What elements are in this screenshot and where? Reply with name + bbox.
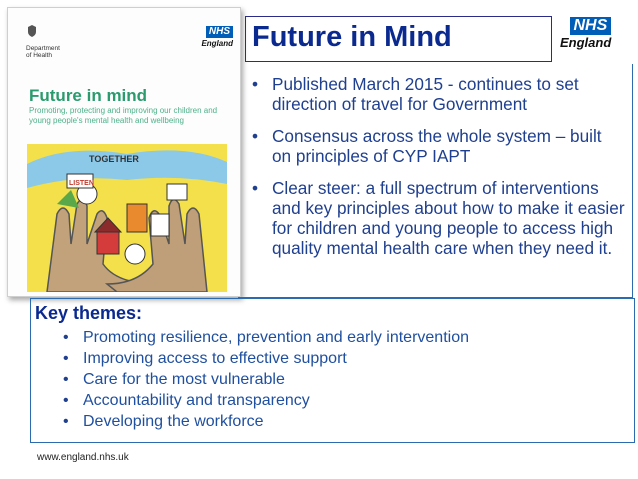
key-themes-heading: Key themes: <box>35 303 143 323</box>
report-cover-image <box>7 7 241 297</box>
summary-bullet: • Clear steer: a full spectrum of interventions and key principles about how to make it easier for children and young people to access high quality mental health care when they need it. <box>250 178 625 258</box>
summary-bullet-list <box>250 74 625 270</box>
department-line-2: of Health <box>26 52 53 59</box>
theme-item: • Accountability and transparency <box>53 390 469 411</box>
cover-nhs-logo <box>201 21 233 48</box>
nhs-sub: England <box>560 35 612 50</box>
summary-bullet: • Consensus across the whole system – built on principles of CYP IAPT <box>250 126 625 166</box>
theme-item: • Promoting resilience, prevention and early intervention <box>53 327 469 348</box>
artwork-word-listen: LISTEN <box>69 180 94 187</box>
theme-item: • Developing the workforce <box>53 411 469 432</box>
summary-panel <box>238 64 633 298</box>
cover-title: Future in mind <box>29 86 148 105</box>
theme-item: • Care for the most vulnerable <box>53 369 469 390</box>
theme-item: • Improving access to effective support <box>53 348 469 369</box>
slide-title-box <box>245 16 552 62</box>
department-of-health-logo <box>26 24 66 59</box>
key-themes-box <box>30 298 635 443</box>
summary-bullet: • Published March 2015 - continues to set direction of travel for Government <box>250 74 625 114</box>
crest-icon <box>26 24 38 38</box>
footer-url: www.england.nhs.uk <box>37 452 129 463</box>
cover-nhs-box: NHS <box>206 26 233 38</box>
nhs-england-logo <box>560 17 611 51</box>
artwork-word-together: TOGETHER <box>89 154 139 164</box>
nhs-box: NHS <box>570 17 612 35</box>
key-themes-list <box>53 327 469 432</box>
slide-title: Future in Mind <box>252 21 452 53</box>
cover-nhs-sub: England <box>201 39 233 48</box>
cover-artwork <box>27 144 227 292</box>
cover-subtitle: Promoting, protecting and improving our children and young people's mental health and wellbeing <box>29 106 218 125</box>
department-line-1: Department <box>26 45 60 52</box>
